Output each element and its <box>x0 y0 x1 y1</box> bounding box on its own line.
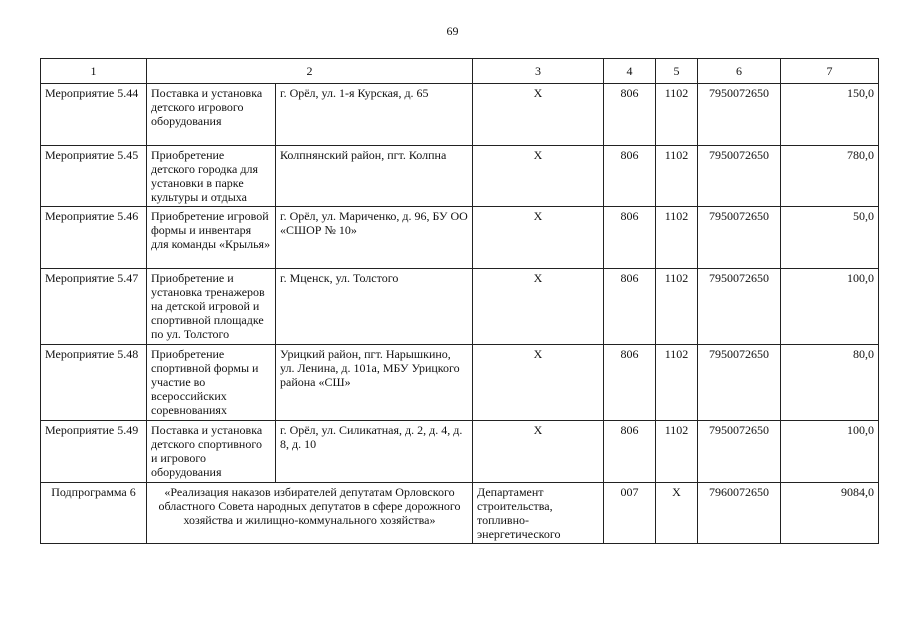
row-location: г. Орёл, ул. Мариченко, д. 96, БУ ОО «СШОР № 10» <box>276 207 473 269</box>
page-number: 69 <box>446 24 459 38</box>
subprogram-title: «Реализация наказов избирателей депутатам Орловского областного Совета народных депутатов в сфере дорожного хозяйства и жилищно-коммунального хозяйства» <box>147 483 473 544</box>
row-col7: 80,0 <box>781 345 879 421</box>
table-row <box>41 345 879 421</box>
header-col-2: 2 <box>147 59 473 84</box>
table-row <box>41 207 879 269</box>
table-row <box>41 84 879 146</box>
subprogram-col5: Х <box>656 483 698 544</box>
row-code: Мероприятие 5.48 <box>41 345 147 421</box>
row-col3: Х <box>473 146 604 207</box>
row-location: г. Орёл, ул. 1-я Курская, д. 65 <box>276 84 473 146</box>
row-col6: 7950072650 <box>698 207 781 269</box>
subprogram-col4: 007 <box>604 483 656 544</box>
row-col5: 1102 <box>656 421 698 483</box>
row-col4: 806 <box>604 84 656 146</box>
row-col3: Х <box>473 345 604 421</box>
row-col7: 50,0 <box>781 207 879 269</box>
row-col6: 7950072650 <box>698 421 781 483</box>
header-col-7: 7 <box>781 59 879 84</box>
row-col3: Х <box>473 207 604 269</box>
row-location: Урицкий район, пгт. Нарышкино, ул. Ленина, д. 101а, МБУ Урицкого района «СШ» <box>276 345 473 421</box>
row-code: Мероприятие 5.49 <box>41 421 147 483</box>
header-col-6: 6 <box>698 59 781 84</box>
header-row <box>41 59 879 84</box>
row-location: Колпнянский район, пгт. Колпна <box>276 146 473 207</box>
subprogram-department: Департамент строительства, топливно-энергетического <box>473 483 604 544</box>
row-name: Поставка и установка детского игрового оборудования <box>147 84 276 146</box>
header-col-4: 4 <box>604 59 656 84</box>
row-col3: Х <box>473 269 604 345</box>
subprogram-code: Подпрограмма 6 <box>41 483 147 544</box>
row-col4: 806 <box>604 269 656 345</box>
row-name: Поставка и установка детского спортивного и игрового оборудования <box>147 421 276 483</box>
table-row <box>41 269 879 345</box>
subprogram-col6: 7960072650 <box>698 483 781 544</box>
row-col7: 780,0 <box>781 146 879 207</box>
row-col5: 1102 <box>656 146 698 207</box>
row-location: г. Мценск, ул. Толстого <box>276 269 473 345</box>
row-col5: 1102 <box>656 269 698 345</box>
row-col6: 7950072650 <box>698 345 781 421</box>
subprogram-col7: 9084,0 <box>781 483 879 544</box>
header-col-5: 5 <box>656 59 698 84</box>
row-col5: 1102 <box>656 207 698 269</box>
table-row <box>41 146 879 207</box>
row-col7: 100,0 <box>781 269 879 345</box>
row-col3: Х <box>473 421 604 483</box>
row-col7: 100,0 <box>781 421 879 483</box>
row-col5: 1102 <box>656 345 698 421</box>
row-col5: 1102 <box>656 84 698 146</box>
row-name: Приобретение детского городка для установки в парке культуры и отдыха <box>147 146 276 207</box>
row-code: Мероприятие 5.44 <box>41 84 147 146</box>
row-col4: 806 <box>604 345 656 421</box>
row-col6: 7950072650 <box>698 146 781 207</box>
header-col-3: 3 <box>473 59 604 84</box>
table-row <box>41 421 879 483</box>
row-code: Мероприятие 5.47 <box>41 269 147 345</box>
row-name: Приобретение игровой формы и инвентаря для команды «Крылья» <box>147 207 276 269</box>
row-col4: 806 <box>604 146 656 207</box>
row-col6: 7950072650 <box>698 84 781 146</box>
row-name: Приобретение спортивной формы и участие во всероссийских соревнованиях <box>147 345 276 421</box>
row-col6: 7950072650 <box>698 269 781 345</box>
row-col3: Х <box>473 84 604 146</box>
row-location: г. Орёл, ул. Силикатная, д. 2, д. 4, д. 8, д. 10 <box>276 421 473 483</box>
row-col7: 150,0 <box>781 84 879 146</box>
header-col-1: 1 <box>41 59 147 84</box>
subprogram-row <box>41 483 879 544</box>
row-code: Мероприятие 5.46 <box>41 207 147 269</box>
row-col4: 806 <box>604 421 656 483</box>
budget-table <box>40 58 879 544</box>
row-col4: 806 <box>604 207 656 269</box>
row-code: Мероприятие 5.45 <box>41 146 147 207</box>
row-name: Приобретение и установка тренажеров на детской игровой и спортивной площадке по ул. Толстого <box>147 269 276 345</box>
